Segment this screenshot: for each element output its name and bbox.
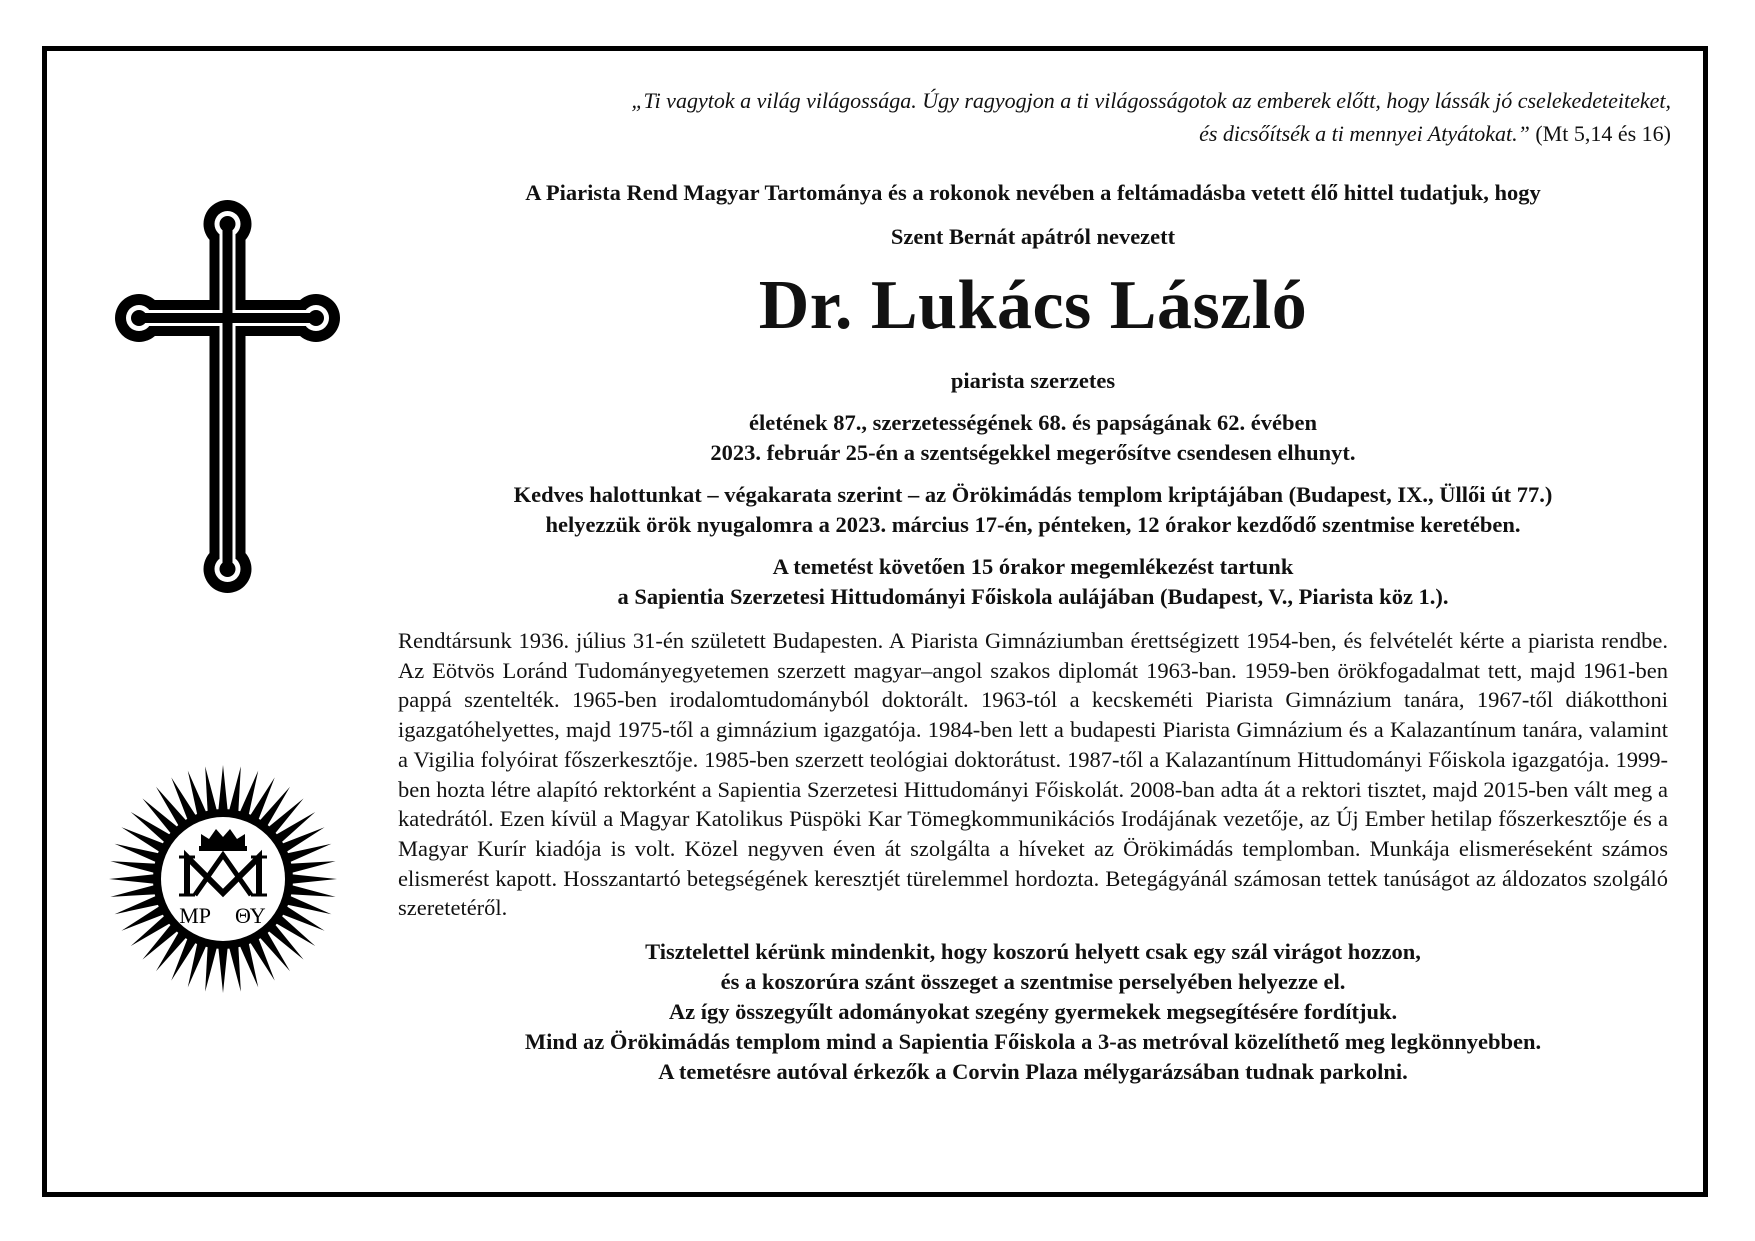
closing-line-5: A temetésre autóval érkezők a Corvin Plaza mélygarázsában tudnak parkolni.: [658, 1059, 1408, 1085]
seal-ray: [287, 884, 335, 896]
memorial-line-1: A temetést követően 15 órakor megemlékezést tartunk: [772, 554, 1294, 579]
memorial-notice: [398, 552, 1668, 612]
quote-reference: (Mt 5,14 és 16): [1535, 121, 1671, 146]
seal-ray: [205, 943, 217, 991]
quote-line-1: „Ti vagytok a világ világossága. Úgy ragyogjon a ti világosságotok az emberek előtt, hogy lássák jó cselekedeteiteket,: [631, 88, 1671, 113]
burial-line-1: Kedves halottunkat – végakarata szerint – az Örökimádás templom kriptájában (Budapest, IX., Üllői út 77.): [513, 482, 1553, 507]
deceased-name: Dr. Lukács László: [758, 267, 1308, 344]
memorial-line-2: a Sapientia Szerzetesi Hittudományi Főiskola aulájában (Budapest, V., Piarista köz 1.).: [617, 584, 1449, 609]
seal-ray: [287, 861, 335, 873]
seal-ray: [218, 945, 228, 993]
death-notice: [398, 408, 1668, 468]
bible-quote: [421, 84, 1671, 150]
burial-notice: [398, 480, 1668, 540]
closing-line-3: Az így összegyűlt adományokat szegény gyermekek megsegítésére fordítjuk.: [668, 999, 1398, 1025]
closing-line-4: Mind az Örökimádás templom mind a Sapientia Főiskola a 3-as metróval közelíthető meg legkönnyebben.: [524, 1029, 1542, 1055]
seal-ray: [109, 874, 157, 884]
seal-ray: [218, 765, 228, 813]
seal-ray: [110, 861, 158, 873]
seal-ray: [228, 766, 240, 814]
death-line-2: 2023. február 25-én a szentségekkel megerősítve csendesen elhunyt.: [710, 440, 1356, 465]
role-text: piarista szerzetes: [950, 368, 1116, 393]
intro-text: A Piarista Rend Magyar Tartománya és a rokonok nevében a feltámadásba vetett élő hittel tudatjuk, hogy: [525, 180, 1541, 205]
closing-line-1: Tisztelettel kérünk mindenkit, hogy koszorú helyett csak egy szál virágot hozzon,: [645, 939, 1421, 965]
quote-line-2: és dicsőítsék a ti mennyei Atyátokat.”: [1199, 121, 1530, 146]
biography-paragraph: Rendtársunk 1936. július 31-én született Budapesten. A Piarista Gimnáziumban érettségizett 1954-ben, és felvételét kérte a piarista rendbe. Az Eötvös Loránd Tudományegyetemen szerzett magyar–angol szakos diplomát 1963-ban. 1959-ben örökfogadalmat tett, majd 1961-ben pappá szentelték. 1965-ben irodalomtudományból doktorált. 1963-tól a kecskeméti Piarista Gimnázium tanára, 1967-től diákotthoni igazgatóhelyettes, majd 1975-től a gimnázium igazgatója. 1984-ben lett a budapesti Piarista Gimnázium és a Kalazantínum tanára, valamint a Vigilia folyóirat főszerkesztője. 1985-ben szerzett teológiai doktorátust. 1987-től a Kalazantínum Hittudományi Főiskola igazgatója. 1999-ben hozta létre alapító rektorként a Sapientia Szerzetesi Hittudományi Főiskolát. 2008-ban adta át a rektori tisztet, majd 2015-ben vált meg a katedrától. Ezen kívül a Magyar Katolikus Püspöki Kar Tömegkommunikációs Irodájának vezetője, az Új Ember hetilap főszerkesztője és a Magyar Kurír kiadója is volt. Közel negyven éven át szolgálta a híveket az Örökimádás templomban. Munkája elismeréseként számos elismerést kapott. Hosszantartó betegségének keresztjét türelemmel hordozta. Betegágyánál számosan tettek tanúságot az áldozatos szolgáló szeretetéről.: [398, 628, 1668, 921]
seal-ray: [110, 884, 158, 896]
cross-icon: [115, 200, 340, 593]
honor-text: Szent Bernát apátról nevezett: [890, 224, 1176, 249]
death-line-1: életének 87., szerzetességének 68. és papságának 62. évében: [748, 410, 1318, 435]
seal-monogram-right: ΘΥ: [235, 903, 266, 928]
seal-monogram-left: ΜΡ: [179, 903, 211, 928]
seal-ray: [289, 874, 337, 884]
closing-line-2: és a koszorúra szánt összeget a szentmise perselyében helyezze el.: [720, 969, 1346, 995]
seal-ray: [205, 766, 217, 814]
seal-ray: [228, 943, 240, 991]
obituary-content: [398, 178, 1668, 1087]
burial-line-2: helyezzük örök nyugalomra a 2023. március 17-én, pénteken, 12 órakor kezdődő szentmise keretében.: [545, 512, 1521, 537]
closing-request: [398, 937, 1668, 1087]
piarist-seal-icon: [107, 763, 339, 995]
